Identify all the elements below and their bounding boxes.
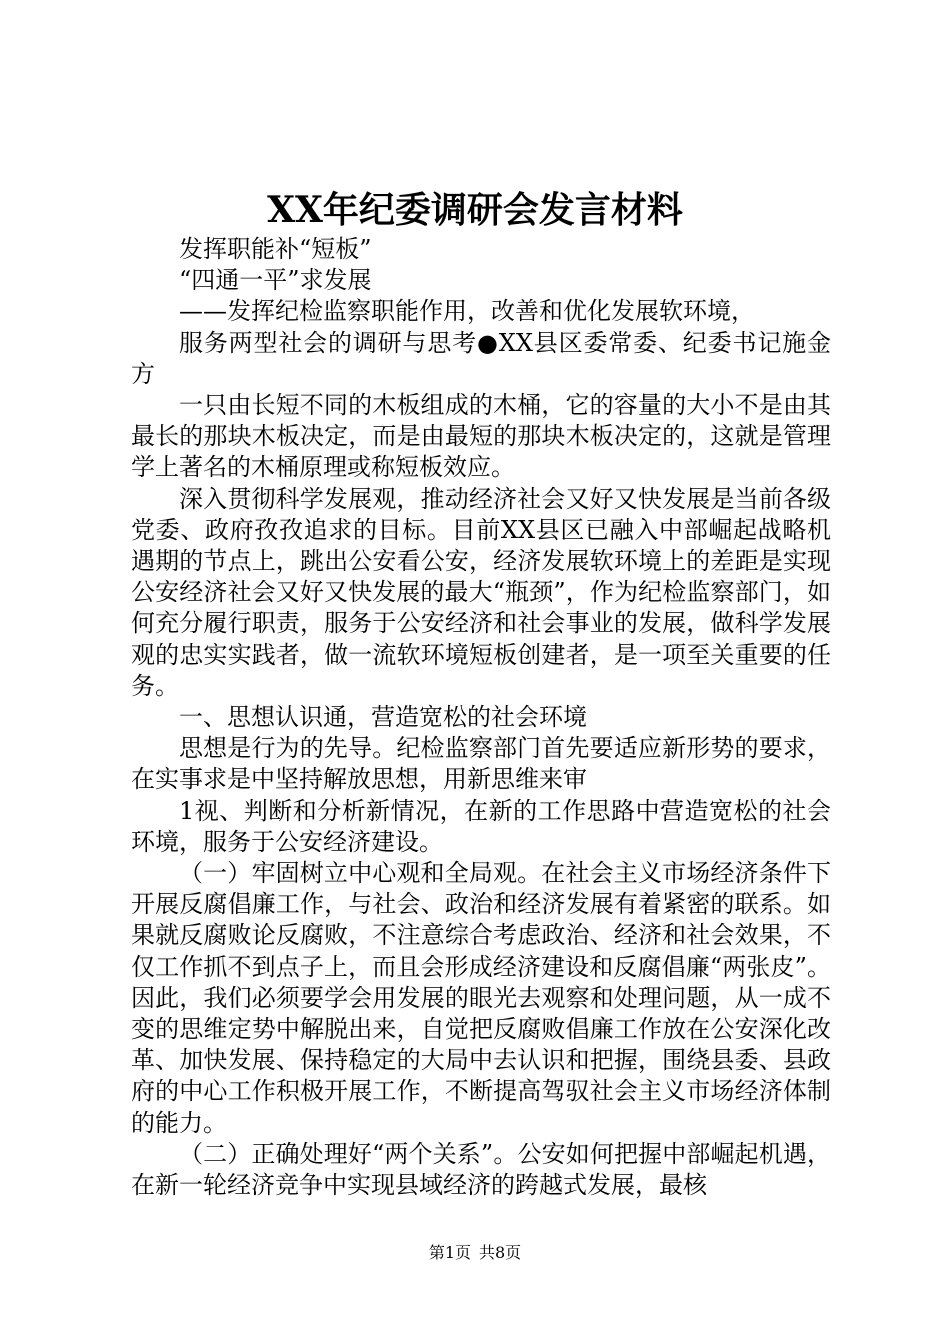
- author-line: 服务两型社会的调研与思考●XX县区委常委、纪委书记施金方: [131, 328, 831, 388]
- paragraph: 思想是行为的先导。纪检监察部门首先要适应新形势的要求，在实事求是中坚持解放思想，用新思维来审: [131, 734, 831, 794]
- document-body: [131, 234, 831, 1201]
- subtitle-line-3: ——发挥纪检监察职能作用，改善和优化发展软环境，: [179, 297, 755, 326]
- section-heading: 一、思想认识通，营造宽松的社会环境: [179, 703, 587, 732]
- subtitle-line-1: 发挥职能补“短板”: [179, 235, 372, 263]
- paragraph: 深入贯彻科学发展观，推动经济社会又好又快发展是当前各级党委、政府孜孜追求的目标。目前XX县区已融入中部崛起战略机遇期的节点上，跳出公安看公安，经济发展软环境上的差距是实现公安经济社会又好又快发展的最大“瓶颈”，作为纪检监察部门，如何充分履行职责，服务于公安经济和社会事业的发展，做科学发展观的忠实实践者，做一流软环境短板创建者，是一项至关重要的任务。: [131, 484, 831, 700]
- document-title: XX年纪委调研会发言材料: [267, 189, 683, 231]
- paragraph: （二）正确处理好“两个关系”。公安如何把握中部崛起机遇，在新一轮经济竞争中实现县域经济的跨越式发展，最核: [131, 1139, 831, 1200]
- total-pages: 共8页: [479, 1243, 522, 1262]
- page-number: 第1页: [428, 1243, 471, 1262]
- paragraph: 1视、判断和分析新情况，在新的工作思路中营造宽松的社会环境，服务于公安经济建设。: [131, 796, 831, 856]
- paragraph: 一只由长短不同的木板组成的木桶，它的容量的大小不是由其最长的那块木板决定，而是由最短的那块木板决定的，这就是管理学上著名的木桶原理或称短板效应。: [131, 391, 831, 482]
- page-footer: [0, 1242, 950, 1264]
- subtitle-line-2: “四通一平”求发展: [179, 266, 372, 295]
- paragraph: （一）牢固树立中心观和全局观。在社会主义市场经济条件下开展反腐倡廉工作，与社会、政治和经济发展有着紧密的联系。如果就反腐败论反腐败，不注意综合考虑政治、经济和社会效果，不仅工作抓不到点子上，而且会形成经济建设和反腐倡廉“两张皮”。因此，我们必须要学会用发展的眼光去观察和处理问题，从一成不变的思维定势中解脱出来，自觉把反腐败倡廉工作放在公安深化改革、加快发展、保持稳定的大局中去认识和把握，围绕县委、县政府的中心工作积极开展工作，不断提高驾驭社会主义市场经济体制的能力。: [131, 859, 831, 1137]
